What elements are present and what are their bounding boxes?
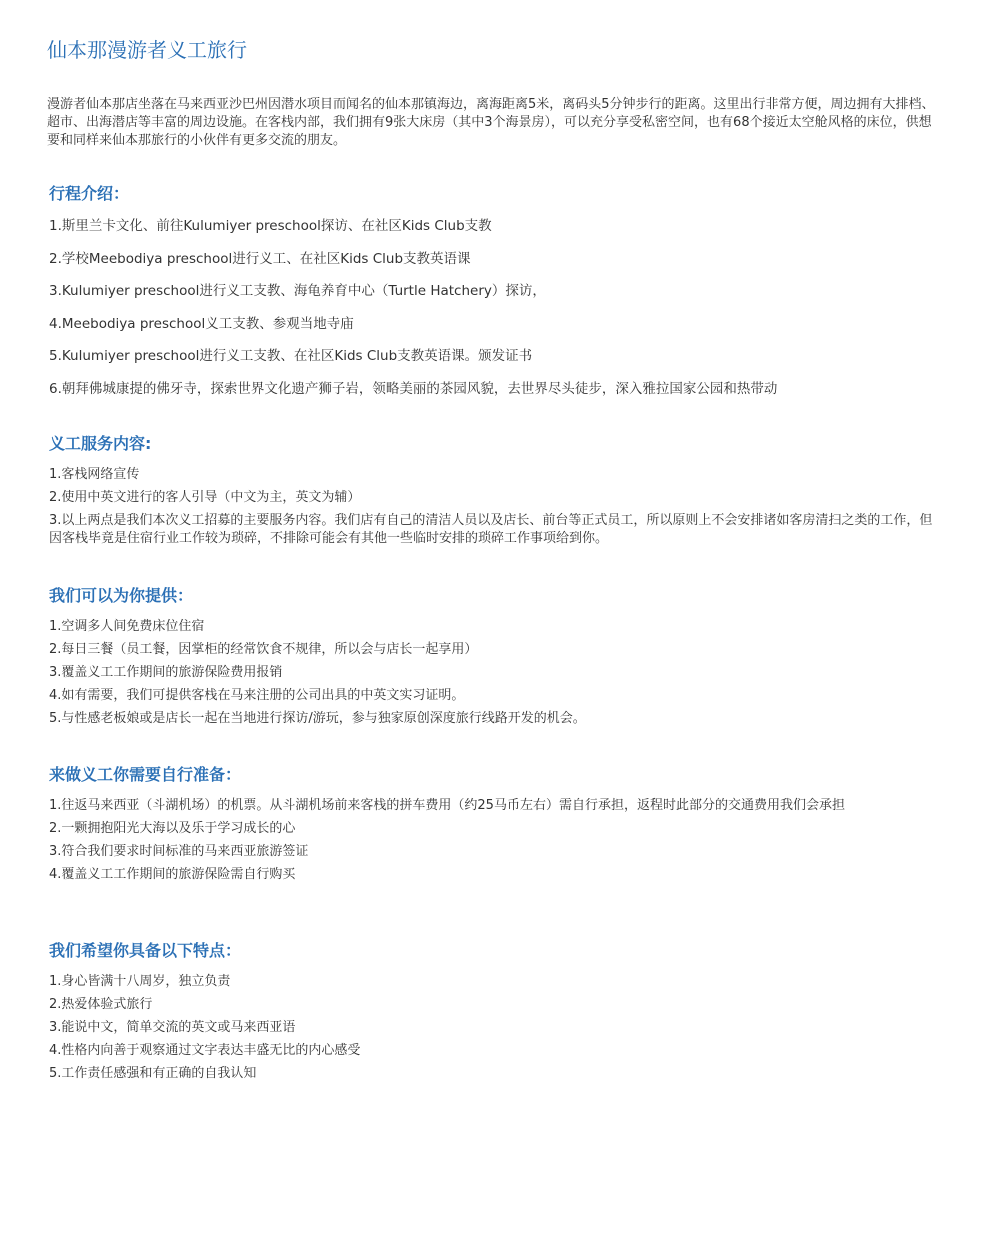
section-heading-service: 义工服务内容: <box>49 434 152 453</box>
list-item: 5.与性感老板娘或是店长一起在当地进行探访/游玩，参与独家原创深度旅行线路开发的机会。 <box>49 711 586 726</box>
section-itinerary <box>49 183 945 412</box>
section-heading-prepare: 来做义工你需要自行准备： <box>49 765 242 784</box>
section-heading-offer: 我们可以为你提供： <box>49 586 194 605</box>
list-item: 2.使用中英文进行的客人引导（中文为主，英文为辅） <box>49 490 361 505</box>
itinerary-list <box>49 217 945 398</box>
list-item: 4.如有需要，我们可提供客栈在马来注册的公司出具的中英文实习证明。 <box>49 688 465 703</box>
section-heading-itinerary: 行程介绍： <box>49 184 130 203</box>
list-item: 3.能说中文，简单交流的英文或马来西亚语 <box>49 1020 296 1035</box>
service-list <box>49 466 945 548</box>
list-item: 4.Meebodiya preschool义工支教、参观当地寺庙 <box>49 315 354 332</box>
list-item: 4.性格内向善于观察通过文字表达丰盛无比的内心感受 <box>49 1043 361 1058</box>
list-item: 1.客栈网络宣传 <box>49 467 140 482</box>
section-prepare <box>49 764 945 889</box>
list-item: 2.一颗拥抱阳光大海以及乐于学习成长的心 <box>49 821 296 836</box>
offer-list <box>49 618 945 728</box>
page-title: 仙本那漫游者义工旅行 <box>47 38 247 62</box>
list-item: 6.朝拜佛城康提的佛牙寺，探索世界文化遗产狮子岩，领略美丽的茶园风貌，去世界尽头徒步，深入雅拉国家公园和热带动 <box>49 380 778 397</box>
intro-paragraph: 漫游者仙本那店坐落在马来西亚沙巴州因潜水项目而闻名的仙本那镇海边，离海距离5米，离码头5分钟步行的距离。这里出行非常方便，周边拥有大排档、超市、出海潜店等丰富的周边设施。在客栈内部，我们拥有9张大床房（其中3个海景房），可以充分享受私密空间，也有68个接近太空舱风格的床位，供想要和同样来仙本那旅行的小伙伴有更多交流的朋友。 <box>47 97 935 148</box>
list-item: 2.热爱体验式旅行 <box>49 997 153 1012</box>
list-item: 2.学校Meebodiya preschool进行义工、在社区Kids Club支教英语课 <box>49 250 471 267</box>
section-service <box>49 433 945 553</box>
list-item: 2.每日三餐（员工餐，因掌柜的经常饮食不规律，所以会与店长一起享用） <box>49 642 478 657</box>
list-item: 3.Kulumiyer preschool进行义工支教、海龟养育中心（Turtle Hatchery）探访， <box>49 283 546 299</box>
list-item: 5.Kulumiyer preschool进行义工支教、在社区Kids Club支教英语课。颁发证书 <box>49 348 533 364</box>
list-item: 3.以上两点是我们本次义工招募的主要服务内容。我们店有自己的清洁人员以及店长、前台等正式员工，所以原则上不会安排诸如客房清扫之类的工作，但因客栈毕竟是住宿行业工作较为琐碎，不排除可能会有其他一些临时安排的琐碎工作事项给到你。 <box>49 513 933 546</box>
traits-list <box>49 973 945 1083</box>
list-item: 1.身心皆满十八周岁，独立负责 <box>49 974 231 989</box>
list-item: 5.工作责任感强和有正确的自我认知 <box>49 1066 257 1081</box>
list-item: 1.斯里兰卡文化、前往Kulumiyer preschool探访、在社区Kids Club支教 <box>49 218 492 234</box>
section-offer <box>49 585 945 733</box>
list-item: 1.空调多人间免费床位住宿 <box>49 619 205 634</box>
list-item: 4.覆盖义工工作期间的旅游保险需自行购买 <box>49 867 296 882</box>
list-item: 3.覆盖义工工作期间的旅游保险费用报销 <box>49 665 283 680</box>
section-traits <box>49 940 945 1088</box>
list-item: 3.符合我们要求时间标准的马来西亚旅游签证 <box>49 844 309 859</box>
prepare-list <box>49 797 945 884</box>
section-heading-traits: 我们希望你具备以下特点： <box>49 941 242 960</box>
list-item: 1.往返马来西亚（斗湖机场）的机票。从斗湖机场前来客栈的拼车费用（约25马币左右）需自行承担，返程时此部分的交通费用我们会承担 <box>49 798 845 813</box>
